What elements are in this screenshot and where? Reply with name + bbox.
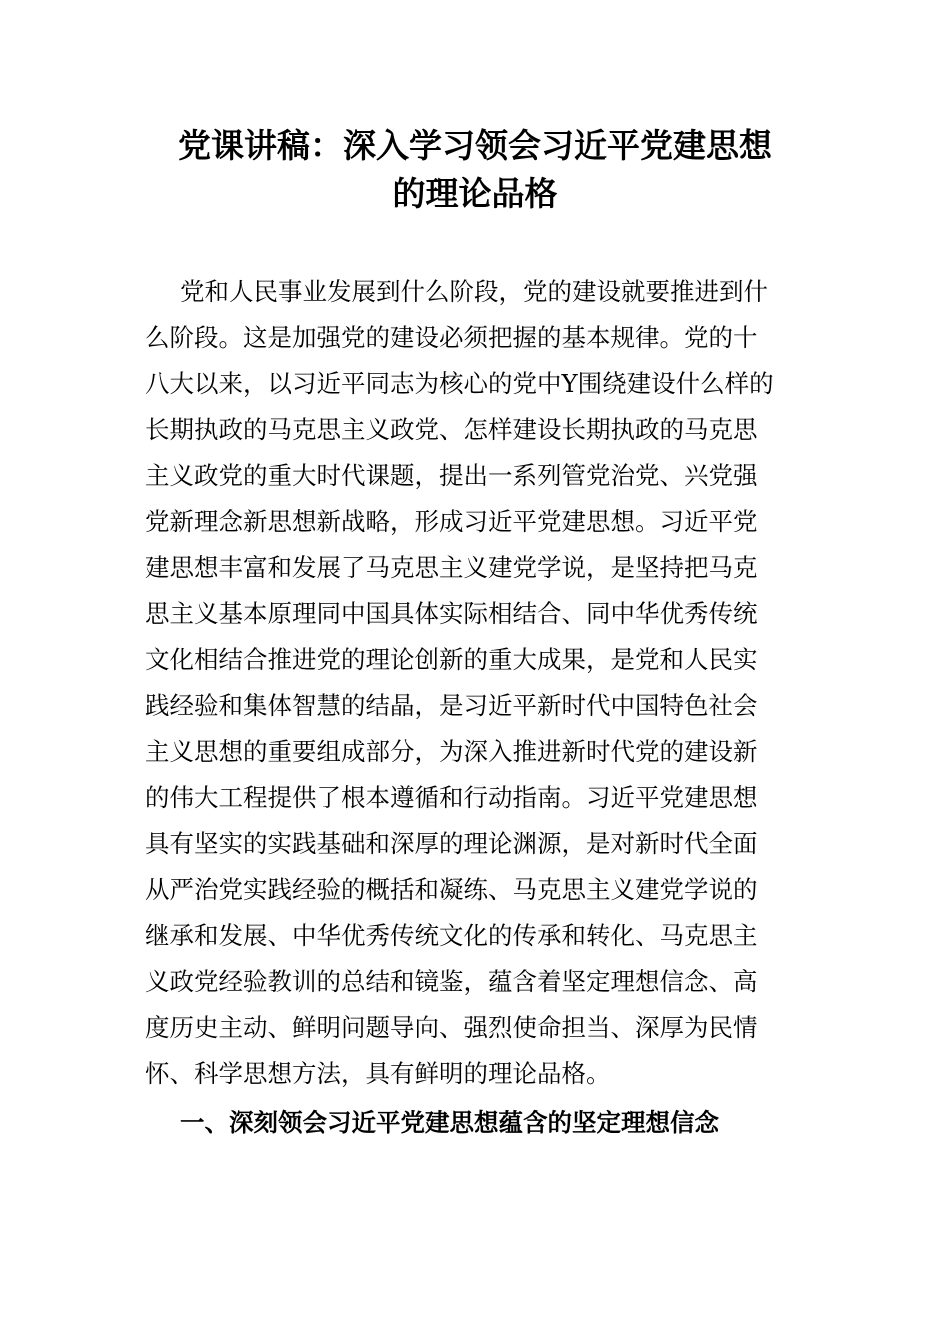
document-title-line-1: 党课讲稿：深入学习领会习近平党建思想 [178, 126, 772, 165]
paragraph-line: 建思想丰富和发展了马克思主义建党学说，是坚持把马克 [145, 553, 758, 582]
document-title-line-2: 的理论品格 [392, 174, 558, 213]
paragraph-line: 文化相结合推进党的理论创新的重大成果，是党和人民实 [145, 645, 758, 674]
paragraph-line: 继承和发展、中华优秀传统文化的传承和转化、马克思主 [145, 921, 758, 950]
paragraph-line: 八大以来，以习近平同志为核心的党中Y围绕建设什么样的 [145, 369, 774, 398]
paragraph-line: 义政党经验教训的总结和镜鉴，蕴含着坚定理想信念、高 [145, 967, 758, 996]
paragraph-line: 主义思想的重要组成部分，为深入推进新时代党的建设新 [145, 737, 758, 766]
paragraph-line: 践经验和集体智慧的结晶，是习近平新时代中国特色社会 [145, 691, 758, 720]
paragraph-line: 党和人民事业发展到什么阶段，党的建设就要推进到什 [180, 277, 768, 306]
paragraph-line: 长期执政的马克思主义政党、怎样建设长期执政的马克思 [145, 415, 758, 444]
paragraph-line: 党新理念新思想新战略，形成习近平党建思想。习近平党 [145, 507, 758, 536]
section-heading: 一、深刻领会习近平党建思想蕴含的坚定理想信念 [180, 1108, 719, 1137]
paragraph-line: 主义政党的重大时代课题，提出一系列管党治党、兴党强 [145, 461, 758, 490]
paragraph-line: 思主义基本原理同中国具体实际相结合、同中华优秀传统 [145, 599, 758, 628]
paragraph-line: 从严治党实践经验的概括和凝练、马克思主义建党学说的 [145, 875, 758, 904]
paragraph-line: 度历史主动、鲜明问题导向、强烈使命担当、深厚为民情 [145, 1013, 758, 1042]
paragraph-line: 怀、科学思想方法，具有鲜明的理论品格。 [145, 1059, 611, 1088]
paragraph-line: 具有坚实的实践基础和深厚的理论渊源，是对新时代全面 [145, 829, 758, 858]
paragraph-line: 么阶段。这是加强党的建设必须把握的基本规律。党的十 [145, 323, 758, 352]
paragraph-line: 的伟大工程提供了根本遵循和行动指南。习近平党建思想 [145, 783, 758, 812]
